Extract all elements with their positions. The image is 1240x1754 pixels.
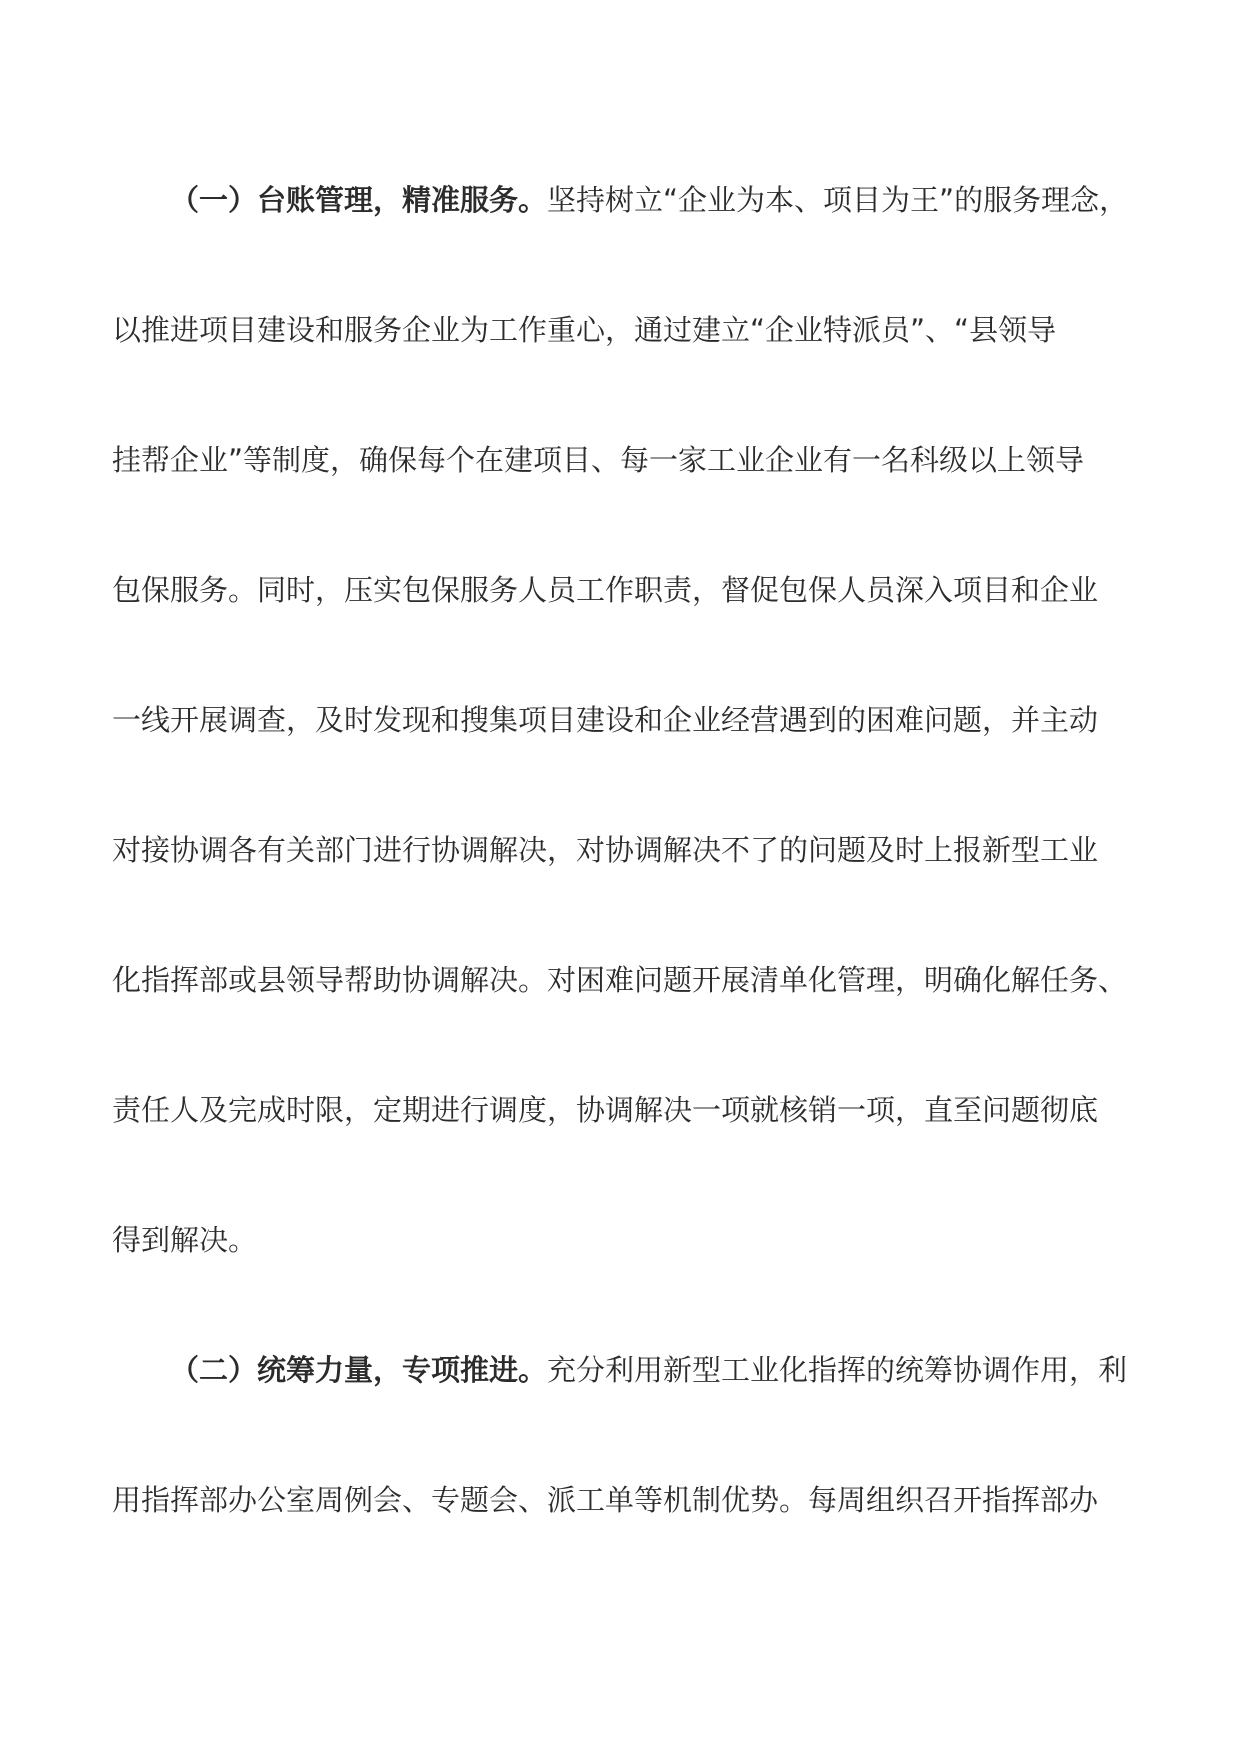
text-line: 挂帮企业”等制度，确保每个在建项目、每一家工业企业有一名科级以上领导 xyxy=(112,443,1085,477)
text-line: 以推进项目建设和服务企业为工作重心，通过建立“企业特派员”、“县领导 xyxy=(112,313,1057,347)
paragraph-first-line xyxy=(112,1330,1140,1460)
document-body xyxy=(112,160,1140,1590)
paragraph-text: 坚持树立“企业为本、项目为王”的服务理念， xyxy=(547,183,1129,217)
text-line: 对接协调各有关部门进行协调解决，对协调解决不了的问题及时上报新型工业 xyxy=(112,833,1099,867)
text-line: 得到解决。 xyxy=(112,1223,258,1257)
paragraph-text: 充分利用新型工业化指挥的统筹协调作用，利 xyxy=(547,1353,1128,1387)
paragraph-coordinated-forces xyxy=(112,1330,1140,1590)
paragraph-heading: （二）统筹力量，专项推进。 xyxy=(170,1353,548,1387)
paragraph-heading: （一）台账管理，精准服务。 xyxy=(170,183,548,217)
text-line: 包保服务。同时，压实包保服务人员工作职责，督促包保人员深入项目和企业 xyxy=(112,573,1099,607)
text-line: 化指挥部或县领导帮助协调解决。对困难问题开展清单化管理，明确化解任务、 xyxy=(112,963,1128,997)
paragraph-first-line xyxy=(112,160,1140,290)
text-line: 责任人及完成时限，定期进行调度，协调解决一项就核销一项，直至问题彻底 xyxy=(112,1093,1099,1127)
paragraph-ledger-management xyxy=(112,160,1140,1330)
text-line: 一线开展调查，及时发现和搜集项目建设和企业经营遇到的困难问题，并主动 xyxy=(112,703,1099,737)
text-line: 用指挥部办公室周例会、专题会、派工单等机制优势。每周组织召开指挥部办 xyxy=(112,1483,1099,1517)
